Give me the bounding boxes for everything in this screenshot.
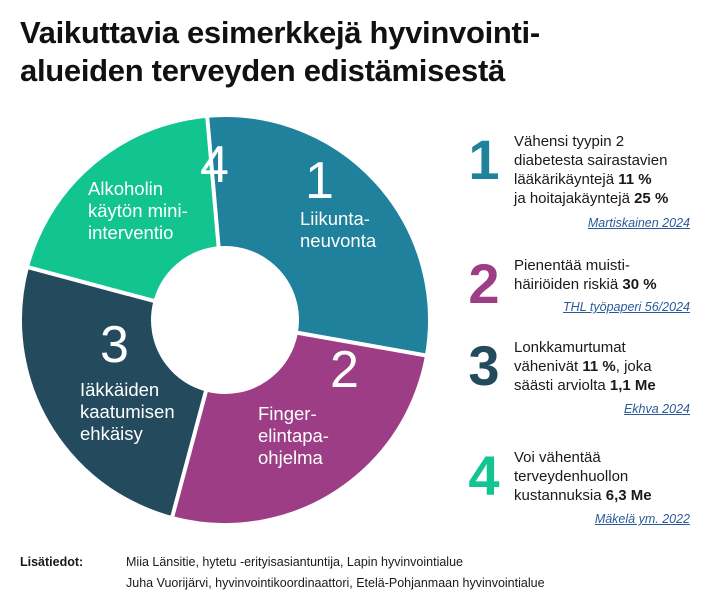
segment-label-3-line-1: Iäkkäiden	[80, 379, 160, 400]
result-source-link-2[interactable]: THL työpaperi 56/2024	[563, 300, 690, 314]
result-text-segment: vähenivät	[514, 358, 583, 375]
result-highlight-value: 11 %	[618, 171, 652, 188]
result-source-link-4[interactable]: Mäkelä ym. 2022	[594, 512, 690, 526]
result-text-segment: ja hoitajakäyntejä	[514, 190, 635, 207]
page-title-line-1: Vaikuttavia esimerkkejä hyvinvointi-	[20, 15, 540, 50]
segment-label-4-line-2: käytön mini-	[88, 200, 188, 221]
result-source-link-1[interactable]: Martiskainen 2024	[587, 216, 690, 230]
segment-label-3-line-3: ehkäisy	[80, 423, 143, 444]
result-text-1	[514, 132, 694, 208]
segment-label-4-line-1: Alkoholin	[88, 178, 164, 199]
result-text-segment: kustannuksia	[514, 487, 606, 504]
result-text-line	[514, 132, 694, 151]
result-text-4	[514, 448, 694, 505]
result-text-2	[514, 256, 694, 294]
result-number-1: 1	[468, 128, 500, 191]
page-title-line-2: alueiden terveyden edistämisestä	[20, 53, 505, 88]
segment-number-3: 3	[100, 316, 129, 374]
result-text-line	[514, 256, 694, 275]
result-item-2	[462, 252, 694, 318]
result-highlight-value: 1,1 Me	[609, 377, 656, 394]
result-text-segment: Vähensi tyypin 2	[514, 133, 625, 150]
result-text-line	[514, 486, 694, 505]
result-text-line	[514, 275, 694, 294]
footer-label: Lisätiedot:	[20, 555, 84, 569]
segment-number-2: 2	[330, 341, 359, 399]
result-text-segment: , joka	[615, 358, 652, 375]
footer-contacts	[126, 552, 706, 594]
result-number-3: 3	[468, 334, 500, 397]
segment-label-1-line-2: neuvonta	[300, 230, 377, 251]
page-title	[20, 14, 710, 90]
segment-label-1-line-1: Liikunta-	[300, 208, 370, 229]
result-number-4: 4	[468, 444, 500, 507]
footer-contact-line-1: Miia Länsitie, hytetu -erityisasiantuntija, Lapin hyvinvointialue	[126, 555, 463, 569]
result-text-segment: säästi arviolta	[514, 377, 610, 394]
result-text-segment: terveydenhuollon	[514, 468, 629, 485]
result-text-segment: lääkärikäyntejä	[514, 171, 619, 188]
result-text-line	[514, 448, 694, 467]
result-text-line	[514, 376, 694, 395]
program-wheel-diagram	[0, 90, 450, 530]
result-text-segment: Pienentää muisti-	[514, 257, 630, 274]
result-highlight-value: 11 %	[582, 358, 616, 375]
result-text-line	[514, 151, 694, 170]
result-text-segment: diabetesta sairastavien	[514, 152, 668, 169]
segment-label-2-line-1: Finger-	[258, 403, 317, 424]
segment-label-2-line-2: elintapa-	[258, 425, 329, 446]
footer-contact-line-2: Juha Vuorijärvi, hyvinvointikoordinaattori, Etelä-Pohjanmaan hyvinvointialue	[126, 576, 545, 590]
result-number-2: 2	[468, 252, 500, 315]
result-highlight-value: 30 %	[622, 276, 657, 293]
result-highlight-value: 6,3 Me	[605, 487, 652, 504]
result-item-4	[462, 444, 694, 530]
result-text-line	[514, 189, 694, 208]
result-text-line	[514, 467, 694, 486]
segment-number-1: 1	[305, 152, 334, 210]
result-text-line	[514, 357, 694, 376]
result-text-line	[514, 170, 694, 189]
segment-label-3-line-2: kaatumisen	[80, 401, 175, 422]
result-text-segment: häiriöiden riskiä	[514, 276, 623, 293]
result-text-segment: Lonkkamurtumat	[514, 339, 626, 356]
result-item-1	[462, 128, 694, 234]
result-text-line	[514, 338, 694, 357]
segment-label-4-line-3: interventio	[88, 222, 174, 243]
result-item-3	[462, 334, 694, 420]
result-text-segment: Voi vähentää	[514, 449, 601, 466]
result-highlight-value: 25 %	[634, 190, 669, 207]
result-source-link-3[interactable]: Ekhva 2024	[623, 402, 690, 416]
segment-number-4: 4	[200, 136, 229, 194]
segment-label-2-line-3: ohjelma	[258, 447, 323, 468]
result-text-3	[514, 338, 694, 395]
